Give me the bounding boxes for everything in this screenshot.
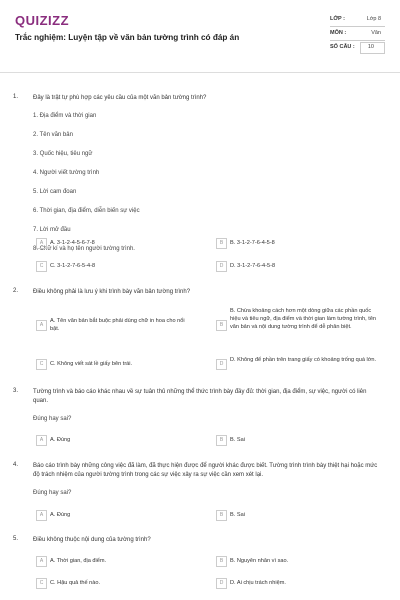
meta-row-class <box>330 13 385 27</box>
question-prompt: Đúng hay sai? <box>33 416 72 422</box>
question-number: 2. <box>13 288 19 294</box>
list-item: 5. Lời cam đoan <box>33 189 77 195</box>
question-number: 4. <box>13 462 19 468</box>
option-text: A. Tên văn bản bắt buộc phải dùng chữ in hoa cho nổi bật. <box>50 318 185 332</box>
question-number: 1. <box>13 94 19 100</box>
option-text: D. Ai chịu trách nhiệm. <box>230 580 286 586</box>
quizizz-logo: QUIZIZZ <box>15 13 70 28</box>
option-letter-box[interactable]: B <box>216 320 227 331</box>
meta-panel <box>330 13 385 54</box>
option-text: C. Không viết sát lề giấy bên trái. <box>50 361 133 367</box>
option-text: C. Hậu quả thế nào. <box>50 580 101 586</box>
question-text: Điều không phải là lưu ý khi trình bày văn bản tường trình? <box>33 289 191 295</box>
list-item: 8. Chữ kí và họ tên người tường trình. <box>33 246 135 252</box>
question-number: 5. <box>13 536 19 542</box>
option-text: A. 3-1-2-4-5-6-7-8 <box>50 240 95 246</box>
option-letter-box[interactable]: A <box>36 510 47 521</box>
meta-value: Văn <box>371 30 381 36</box>
option-text: B. 3-1-2-7-6-4-5-8 <box>230 240 275 246</box>
page-title: Trắc nghiệm: Luyện tập về văn bản tường trình có đáp án <box>15 33 240 42</box>
list-item: 3. Quốc hiệu, tiêu ngữ <box>33 151 93 157</box>
option-letter-box[interactable]: A <box>36 238 47 249</box>
option-letter-box[interactable]: A <box>36 556 47 567</box>
meta-row-subject <box>330 27 385 41</box>
option-letter-box[interactable]: B <box>216 510 227 521</box>
meta-value: 10 <box>367 44 374 50</box>
option-letter-box[interactable]: B <box>216 435 227 446</box>
option-letter-box[interactable]: B <box>216 556 227 567</box>
meta-key: LỚP : <box>330 16 345 22</box>
option-letter-box[interactable]: D <box>216 261 227 272</box>
list-item: 1. Địa điểm và thời gian <box>33 113 97 119</box>
header <box>0 0 400 70</box>
header-divider <box>0 72 400 73</box>
question-text: Điều không thuộc nội dung của tường trình? <box>33 537 151 543</box>
meta-value: Lớp 8 <box>366 16 381 22</box>
option-text: B. Chừa khoảng cách hơn một dòng giữa các phần quốc hiệu và tiêu ngữ, địa điểm và thời gian làm tường trình, tên văn bản và nội dung tường trình để dễ phân biệt. <box>230 308 377 330</box>
option-letter-box[interactable]: D <box>216 359 227 370</box>
list-item: 6. Thời gian, địa điểm, diễn biến sự việc <box>33 208 140 214</box>
option-letter-box[interactable]: C <box>36 359 47 370</box>
list-item: 4. Người viết tường trình <box>33 170 100 176</box>
question-prompt: Đúng hay sai? <box>33 490 72 496</box>
option-letter-box[interactable]: A <box>36 435 47 446</box>
option-letter-box[interactable]: D <box>216 578 227 589</box>
option-letter-box[interactable]: C <box>36 261 47 272</box>
option-text: D. Không để phần trên trang giấy có khoảng trống quá lớn. <box>230 357 377 363</box>
question-text: Tường trình và báo cáo khác nhau về sự tuân thủ những thể thức trình bày đầy đủ: thời gian, địa điểm, sự việc, người có liên quan. <box>33 389 367 404</box>
question-text: Đây là trật tự phù hợp các yêu cầu của một văn bản tường trình? <box>33 95 207 101</box>
option-text: A. Thời gian, địa điểm. <box>50 558 107 564</box>
option-letter-box[interactable]: C <box>36 578 47 589</box>
question-number: 3. <box>13 388 19 394</box>
option-text: B. Sai <box>230 512 245 518</box>
question-text: Báo cáo trình bày những công việc đã làm, đã thực hiện được để người khác được biết. Tường trình trình bày thiệt hại hoặc mức độ trách nhiệm của người tường trình trong các sự việc xảy ra sự việc cần xem xét lại. <box>33 463 378 478</box>
meta-row-count <box>330 41 385 54</box>
list-item: 7. Lời mở đầu <box>33 227 71 233</box>
option-text: A. Đúng <box>50 437 71 443</box>
meta-key: MÔN : <box>330 30 347 36</box>
option-letter-box[interactable]: B <box>216 238 227 249</box>
option-text: A. Đúng <box>50 512 71 518</box>
meta-key: SỐ CÂU : <box>330 44 355 50</box>
option-text: B. Nguyên nhân vì sao. <box>230 558 289 564</box>
list-item: 2. Tên văn bản <box>33 132 73 138</box>
option-letter-box[interactable]: A <box>36 320 47 331</box>
option-text: C. 3-1-2-7-6-5-4-8 <box>50 263 96 269</box>
option-text: B. Sai <box>230 437 245 443</box>
option-text: D. 3-1-2-7-6-4-5-8 <box>230 263 276 269</box>
